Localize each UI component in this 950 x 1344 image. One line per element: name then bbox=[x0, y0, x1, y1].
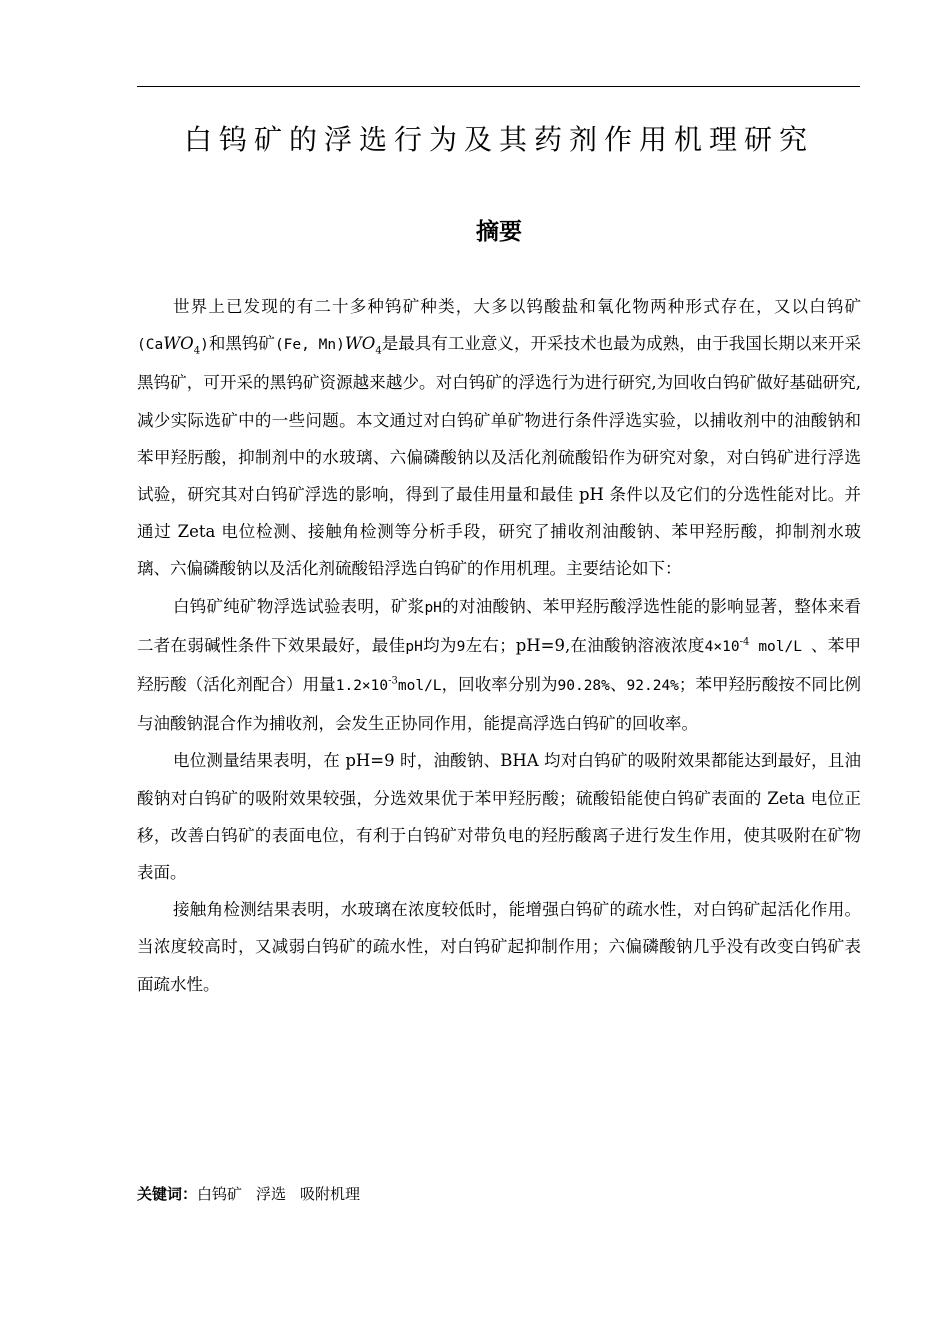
text-run: mol/L bbox=[397, 678, 442, 695]
abstract-paragraph-1 bbox=[137, 288, 861, 588]
abstract-paragraph-4: 接触角检测结果表明，水玻璃在浓度较低时，能增强白钨矿的疏水性，对白钨矿起活化作用。当浓度较高时，又减弱白钨矿的疏水性，对白钨矿起抑制作用；六偏磷酸钠几乎没有改变白钨矿表面疏水性。 bbox=[137, 900, 861, 994]
text-run: 、 bbox=[609, 675, 627, 695]
keyword-item: 吸附机理 bbox=[300, 1185, 361, 1203]
text-run: 和黑钨矿 bbox=[208, 334, 275, 354]
text-run: pH bbox=[424, 599, 442, 616]
abstract-heading: 摘要 bbox=[476, 219, 522, 245]
text-run: 世界上已发现的有二十多种钨矿种类，大多以钨酸盐和氧化物两种形式存在，又以白钨矿 bbox=[173, 297, 861, 316]
abstract-body bbox=[137, 288, 861, 1003]
header-rule bbox=[137, 86, 860, 87]
abstract-paragraph-3: 电位测量结果表明，在 pH=9 时，油酸钠、BHA 均对白钨矿的吸附效果都能达到最好，且油酸钠对白钨矿的吸附效果较强，分选效果优于苯甲羟肟酸；硫酸铅能使白钨矿表面的 Zeta 电位正移，改善白钨矿的表面电位，有利于白钨矿对带负电的羟肟酸离子进行发生作用，使其吸附在矿物表面。 bbox=[137, 751, 861, 883]
text-run: 、苯甲羟肟酸（活化剂配合）用量 bbox=[137, 635, 862, 695]
text-run: 92.24% bbox=[626, 678, 679, 695]
keyword-item: 白钨矿 bbox=[197, 1185, 243, 1203]
text-run: ，回收率分别为 bbox=[441, 675, 558, 695]
text-run: (Ca bbox=[137, 337, 164, 354]
text-run: 1.2×10 bbox=[335, 678, 389, 695]
text-run: ；苯甲羟肟酸按不同比例与油酸钠混合作为捕收剂，会发生正协同作用，能提高浮选白钨矿的回收率。 bbox=[137, 675, 862, 734]
text-run: 是最具有工业意义，开采技术也最为成熟，由于我国长期以来开采黑钨矿，可开采的黑钨矿资源越来越少。对白钨矿的浮选行为进行研究,为回收白钨矿做好基础研究,减少实际选矿中的一些问题。本文通过对白钨矿单矿物进行条件浮选实验，以捕收剂中的油酸钠和苯甲羟肟酸，抑制剂中的水玻璃、六偏磷酸钠以及活化剂硫酸铅作为研究对象，对白钨矿进行浮选试验，研究其对白钨矿浮选的影响，得到了最佳用量和最佳 pH 条件以及它们的分选性能对比。并通过 Zeta 电位检测、接触角检测等分析手段，研究了捕收剂油酸钠、苯甲羟肟酸，抑制剂水玻璃、六偏磷酸钠以及活化剂硫酸铅浮选白钨矿的作用机理。主要结论如下： bbox=[137, 334, 862, 579]
formula-text: WO bbox=[344, 334, 376, 354]
text-run: 的对油酸钠、苯甲羟肟酸浮选性能的影响显著，整体来看二者在弱碱性条件下效果最好，最佳 bbox=[137, 596, 862, 655]
subscript: 4 bbox=[375, 345, 382, 357]
text-run: pH bbox=[405, 638, 423, 655]
abstract-paragraph-2 bbox=[137, 588, 861, 743]
text-run: 白钨矿纯矿物浮选试验表明，矿浆 bbox=[173, 596, 425, 616]
text-run: 9 bbox=[456, 638, 466, 655]
keywords-label: 关键词： bbox=[137, 1185, 198, 1203]
text-run: mol/L bbox=[749, 638, 811, 655]
subscript: 4 bbox=[193, 345, 201, 357]
superscript: -3 bbox=[388, 675, 398, 687]
formula-text: WO bbox=[163, 334, 194, 354]
document-title: 白钨矿的浮选行为及其药剂作用机理研究 bbox=[183, 123, 814, 156]
text-run: 4×10 bbox=[704, 638, 740, 655]
text-run: 左右；pH=9,在油酸钠溶液浓度 bbox=[465, 635, 705, 655]
keyword-item: 浮选 bbox=[256, 1185, 287, 1203]
text-run: (Fe, Mn) bbox=[274, 337, 345, 354]
text-run: ) bbox=[200, 337, 209, 354]
text-run: 90.28% bbox=[557, 678, 610, 695]
text-run: 均为 bbox=[422, 635, 457, 655]
superscript: -4 bbox=[739, 636, 750, 648]
keywords-line bbox=[137, 1182, 861, 1206]
